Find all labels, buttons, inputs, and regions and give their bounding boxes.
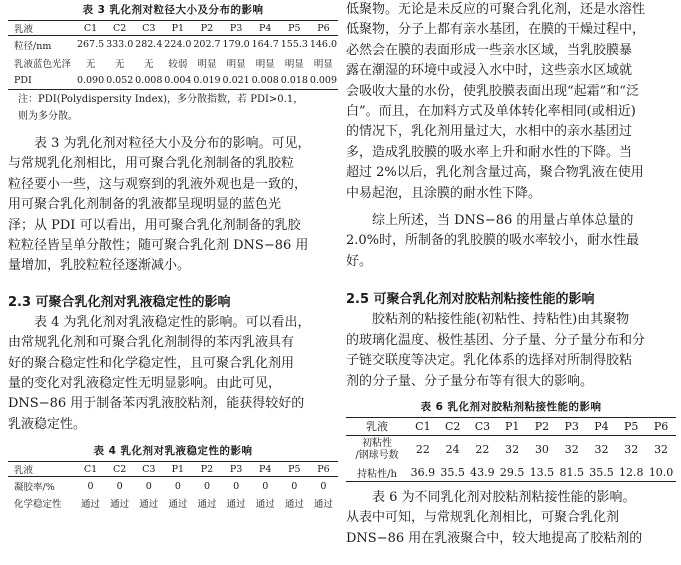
text-line: 会吸收大量的水份，使乳胶膜表面出现“起霜”和“泛 — [346, 83, 639, 99]
table3-caption: 表 3 乳化剂对粒径大小及分布的影响 — [82, 4, 264, 16]
table-row — [8, 72, 338, 90]
table-cell: 10.0 — [646, 463, 676, 481]
text-line: 2.0%时，所制备的乳胶膜的吸水率较小，耐水性最 — [346, 233, 640, 249]
table-cell: 0 — [116, 480, 123, 492]
table-cell: 202.7 — [193, 39, 221, 51]
table-cell: 无 — [85, 58, 96, 70]
table-cell: 明显 — [313, 58, 333, 70]
table-cell: 224.0 — [164, 39, 192, 51]
text-line: 必然会在膜的表面形成一些亲水区域，当乳胶膜暴 — [346, 42, 633, 58]
table-cell: 0.018 — [280, 72, 309, 90]
right-column — [346, 0, 676, 549]
table-cell: 明显 — [197, 58, 217, 70]
text-line: 露在潮湿的环境中或浸入水中时，这些亲水区域就 — [346, 63, 633, 79]
table-cell-label — [346, 435, 408, 463]
table-cell: 0.008 — [251, 72, 280, 90]
table-cell: 0.009 — [309, 72, 338, 90]
table-row — [346, 435, 676, 463]
table-cell: 0.019 — [192, 72, 221, 90]
row-label-line: 初粘性 — [362, 437, 392, 449]
table-cell: 粒径/nm — [14, 40, 52, 52]
table-cell: 0.090 — [76, 72, 105, 90]
text-line: 与常规乳化剂相比，用可聚合乳化剂制备的乳胶粒 — [8, 156, 295, 172]
table-cell: 43.9 — [468, 463, 498, 481]
text-line: 白”。而且，在加料方式及单体转化率相同(或相近) — [346, 104, 636, 120]
text-line: DNS−86 用于制备苯丙乳液胶粘剂，能获得较好的 — [8, 396, 305, 412]
table-cell: 0 — [233, 480, 240, 492]
table-cell: 32 — [654, 443, 669, 457]
table-cell: 通过 — [284, 498, 304, 510]
table-cell: 0 — [174, 480, 181, 492]
text-line: 表 6 为不同乳化剂对胶粘剂粘接性能的影响。 — [372, 489, 636, 505]
paragraph — [346, 310, 676, 392]
table-header-cell: P1 — [163, 21, 192, 36]
table-header-cell: C2 — [438, 417, 468, 435]
paragraph — [346, 211, 676, 272]
table-cell: 35.5 — [587, 463, 617, 481]
table-cell: 无 — [114, 58, 125, 70]
table-cell: 179.0 — [222, 39, 250, 51]
table-cell: 267.5 — [76, 39, 105, 51]
table-header-cell: C3 — [134, 21, 163, 36]
text-line: 好的聚合稳定性和化学稳定性，且可聚合乳化剂用 — [8, 355, 295, 371]
table3-note-line-2: 则为多分散。 — [18, 111, 78, 122]
table-header-cell: P3 — [222, 21, 251, 36]
table-header-cell: P5 — [280, 21, 309, 36]
section-heading: 2.5 可聚合乳化剂对胶粘剂粘接性能的影响 — [346, 292, 595, 308]
table-cell: 化学稳定性 — [14, 498, 62, 510]
text-line: 低聚物。无论是未反应的可聚合乳化剂，还是水溶性 — [346, 2, 646, 17]
table-row — [8, 495, 338, 511]
left-column — [8, 0, 338, 511]
text-line: 粒粒径皆呈单分散性；随可聚合乳化剂 DNS−86 用 — [8, 238, 309, 254]
table-cell: 0.052 — [105, 72, 134, 90]
text-line: 低聚物，分子上都有亲水基团，在膜的干燥过程中， — [346, 22, 646, 38]
table-cell: 333.0 — [106, 39, 134, 51]
table-cell: 0 — [320, 480, 327, 492]
table-header-cell: P2 — [192, 21, 221, 36]
table-cell: 35.5 — [438, 463, 468, 481]
text-line: 量的变化对乳液稳定性无明显影响。由此可见， — [8, 376, 282, 392]
text-line: 子链交联度等决定。乳化体系的选择对所制得胶粘 — [346, 353, 633, 369]
text-line: 的情况下，乳化剂用量过大，水相中的亲水基团过 — [346, 124, 633, 140]
table-cell: 通过 — [110, 498, 130, 510]
table-cell: PDI — [8, 72, 76, 90]
table-cell: 0 — [262, 480, 269, 492]
table4 — [8, 461, 338, 511]
table-cell: 较弱 — [168, 58, 188, 70]
table-cell: 通过 — [197, 498, 217, 510]
table-cell: 明显 — [284, 58, 304, 70]
table-header-cell: C3 — [134, 462, 163, 477]
text-line: 剂的分子量、分子量分布等有很大的影响。 — [346, 373, 594, 389]
table-cell: 通过 — [168, 498, 188, 510]
table-cell: 32 — [594, 443, 609, 457]
text-line: 胶粘剂的粘接性能(初粘性、持粘性)由其聚物 — [372, 312, 630, 328]
table-header-cell: P4 — [587, 417, 617, 435]
table-cell: 通过 — [313, 498, 333, 510]
table-row — [8, 36, 338, 54]
paragraph — [8, 313, 338, 435]
table3-header-row — [8, 21, 338, 36]
table-cell: 36.9 — [408, 463, 438, 481]
table-cell: 0.008 — [134, 72, 163, 90]
table-cell: 22 — [475, 443, 490, 457]
table-header-cell: C2 — [105, 21, 134, 36]
table-header-cell: P4 — [251, 21, 280, 36]
table-cell: 81.5 — [557, 463, 587, 481]
table-cell: 通过 — [255, 498, 275, 510]
table-cell: 155.3 — [280, 39, 308, 51]
text-line: 粒径要小一些，这与观察到的乳液外观也是一致的， — [8, 176, 308, 192]
table-cell: 0.021 — [222, 72, 251, 90]
section-heading: 2.3 可聚合乳化剂对乳液稳定性的影响 — [8, 294, 231, 310]
table-header-cell: C3 — [468, 417, 498, 435]
row-label-line: /钢球号数 — [355, 449, 399, 461]
text-line: DNS−86 用在乳液聚合中，较大地提高了胶粘剂的 — [346, 530, 643, 546]
table-header-cell: P6 — [309, 462, 338, 477]
table-cell: 12.8 — [616, 463, 646, 481]
table-cell: 无 — [144, 58, 154, 70]
table-header-cell: P6 — [309, 21, 338, 36]
table-header-cell: C2 — [105, 462, 134, 477]
table-header-cell: P3 — [222, 462, 251, 477]
table-header-cell: P3 — [557, 417, 587, 435]
table-cell: 32 — [624, 443, 639, 457]
table-cell: 0 — [291, 480, 298, 492]
table-header-cell: C1 — [76, 21, 105, 36]
table-cell: 明显 — [255, 58, 275, 70]
paragraph — [346, 488, 676, 549]
text-line: 超过 2%以后，乳化剂含量过高，聚合物乳液在使用 — [346, 165, 644, 181]
table-header-cell: P1 — [163, 462, 192, 477]
table-header-cell: P5 — [280, 462, 309, 477]
table-cell: 明显 — [226, 58, 246, 70]
table-cell: 24 — [445, 443, 460, 457]
text-line: 好。 — [346, 253, 373, 269]
table-cell: 32 — [564, 443, 579, 457]
table-cell: 29.5 — [497, 463, 527, 481]
table-cell-label: 持粘性/h — [346, 463, 408, 481]
table-cell: 13.5 — [527, 463, 557, 481]
table-cell: 30 — [534, 443, 549, 457]
text-line: 综上所述，当 DNS−86 的用量占单体总量的 — [372, 213, 634, 229]
text-line: 中易起泡，且涂膜的耐水性下降。 — [346, 185, 542, 201]
table-header-cell: 乳液 — [8, 462, 76, 477]
table-cell: 164.7 — [251, 39, 279, 51]
text-line: 乳液稳定性。 — [8, 416, 87, 432]
paragraph — [346, 0, 676, 204]
table-cell: 凝胶率/% — [14, 482, 55, 494]
table-cell: 通过 — [226, 498, 246, 510]
table-cell: 32 — [505, 443, 520, 457]
table-header-cell: 乳液 — [8, 21, 76, 36]
text-line: 量增加，乳胶粒粒径逐渐减小。 — [8, 258, 191, 274]
table-cell: 乳液蓝色光泽 — [14, 58, 72, 70]
text-line: 的玻璃化温度、极性基团、分子量、分子量分布和分 — [346, 332, 646, 348]
table6-caption: 表 6 乳化剂对胶粘剂粘接性能的影响 — [420, 400, 602, 413]
table-header-cell: P6 — [646, 417, 676, 435]
table-cell: 0 — [145, 480, 152, 492]
table-header-cell: P1 — [497, 417, 527, 435]
table-header-cell: C1 — [76, 462, 105, 477]
table-row — [8, 477, 338, 495]
table4-header-row — [8, 462, 338, 477]
table6 — [346, 417, 676, 482]
table-row — [346, 463, 676, 481]
paragraph — [8, 134, 338, 277]
table-row — [8, 54, 338, 72]
text-line: 泽；从 PDI 可以看出，用可聚合乳化剂制备的乳胶 — [8, 217, 301, 233]
table3 — [8, 20, 338, 90]
table3-note-line-1: 注：PDI(Polydispersity Index)，多分散指数，若 PDI>0.1， — [18, 94, 304, 105]
text-line: 由常规乳化剂和可聚合乳化剂制得的苯丙乳液具有 — [8, 335, 295, 351]
table-cell: 146.0 — [309, 39, 338, 51]
table-header-cell: C1 — [408, 417, 438, 435]
text-line: 多，造成乳胶膜的吸水率上升和耐水性的下降。当 — [346, 144, 633, 160]
table-cell: 282.4 — [135, 39, 163, 51]
text-line: 从表中可知，与常规乳化剂相比，可聚合乳化剂 — [346, 510, 620, 526]
table-header-cell: P2 — [192, 462, 221, 477]
table-cell: 0.004 — [163, 72, 192, 90]
table6-header-row — [346, 417, 676, 435]
text-line: 用可聚合乳化剂制备的乳液都呈现明显的蓝色光 — [8, 197, 282, 213]
table-header-cell: P5 — [616, 417, 646, 435]
table4-caption: 表 4 乳化剂对乳液稳定性的影响 — [93, 445, 253, 458]
table-cell: 0 — [87, 480, 94, 492]
table-cell: 22 — [415, 443, 430, 457]
table-header-cell: 乳液 — [346, 417, 408, 435]
table-cell: 通过 — [81, 498, 101, 510]
table-header-cell: P2 — [527, 417, 557, 435]
table-header-cell: P4 — [251, 462, 280, 477]
table-cell: 0 — [203, 480, 211, 492]
table-cell: 通过 — [139, 498, 159, 510]
text-line: 表 3 为乳化剂对粒径大小及分布的影响。可见， — [34, 136, 311, 151]
text-line: 表 4 为乳化剂对乳液稳定性的影响。可以看出， — [34, 314, 311, 330]
